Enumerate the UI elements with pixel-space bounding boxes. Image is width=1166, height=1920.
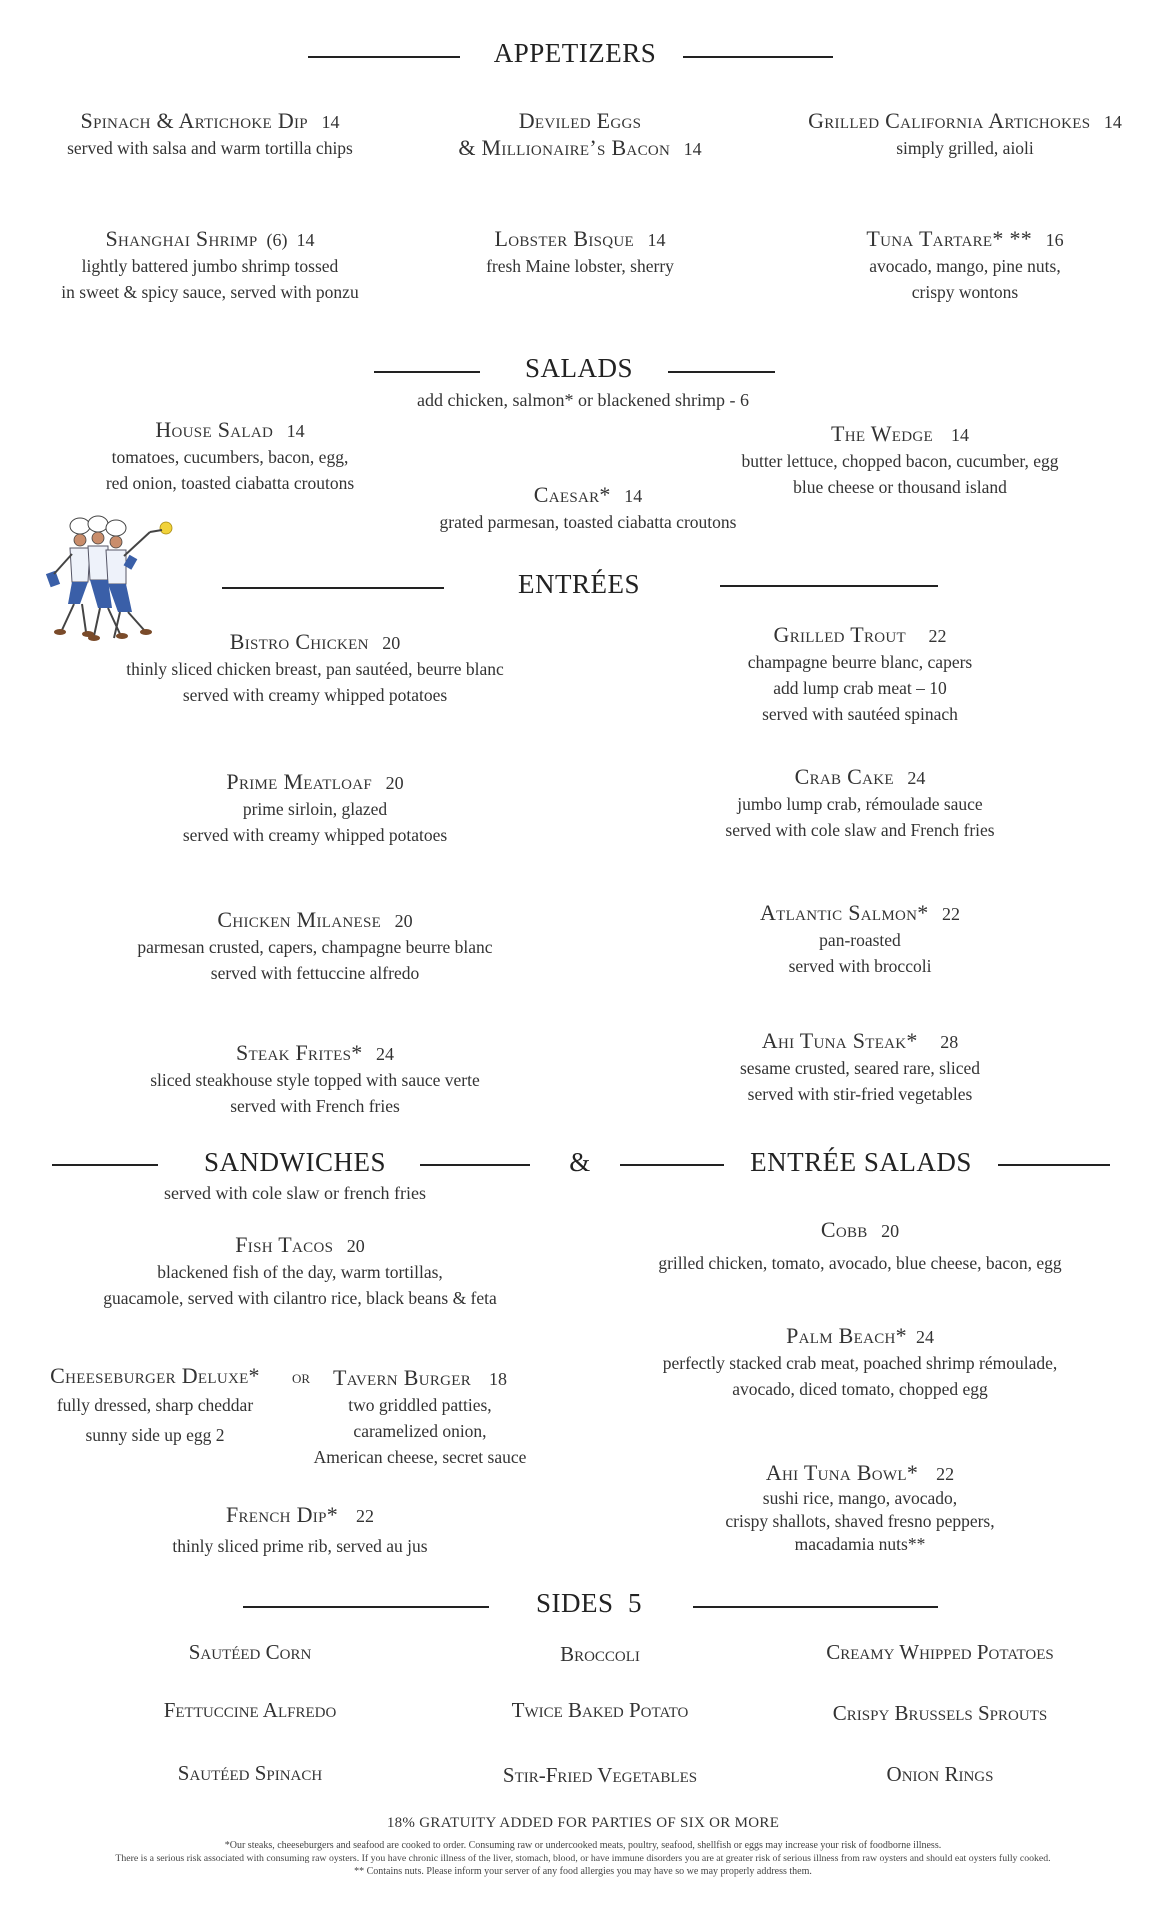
item-desc: crispy wontons [911, 282, 1019, 302]
appetizers-rule-right [683, 56, 833, 58]
item-desc: butter lettuce, chopped bacon, cucumber, egg [741, 451, 1059, 471]
side-item: Fettuccine Alfredo [163, 1698, 337, 1722]
item-name: Ahi Tuna Bowl* [765, 1460, 919, 1485]
item-price: 20 [346, 1236, 365, 1256]
item-price: 20 [881, 1221, 900, 1241]
item-price: 14 [286, 421, 305, 441]
item-desc: served with stir-fried vegetables [747, 1084, 973, 1104]
menu-item [25, 1363, 285, 1448]
item-desc: served with broccoli [788, 956, 932, 976]
menu-item [660, 900, 1060, 979]
side-item: Broccoli [560, 1642, 640, 1666]
item-desc: jumbo lump crab, rémoulade sauce [737, 794, 983, 814]
item-desc: prime sirloin, glazed [242, 799, 388, 819]
sandwiches-note: served with cole slaw or french fries [164, 1183, 426, 1203]
item-desc: fresh Maine lobster, sherry [486, 256, 674, 276]
item-name: Lobster Bisque [494, 226, 634, 251]
side-item: Stir-Fried Vegetables [502, 1763, 698, 1787]
item-price: 24 [907, 768, 926, 788]
menu-item [60, 629, 570, 708]
item-desc: thinly sliced chicken breast, pan sautéed, beurre blanc [126, 659, 504, 679]
item-name-line2: & Millionaire’s Bacon [458, 135, 671, 160]
menu-item [30, 226, 390, 305]
menu-item [660, 1028, 1060, 1107]
salads-note: add chicken, salmon* or blackened shrimp - 6 [417, 390, 749, 410]
item-name: French Dip* [225, 1502, 339, 1527]
item-price: 22 [942, 904, 961, 924]
menu-item [300, 1365, 540, 1470]
item-desc: red onion, toasted ciabatta croutons [105, 473, 355, 493]
item-desc: crispy shallots, shaved fresno peppers, [725, 1511, 995, 1531]
item-price: 22 [936, 1464, 955, 1484]
entree-salads-heading: ENTRÉE SALADS [750, 1147, 972, 1177]
item-desc: perfectly stacked crab meat, poached shrimp rémoulade, [662, 1353, 1058, 1373]
menu-item [620, 1323, 1100, 1402]
item-name: Chicken Milanese [217, 907, 382, 932]
salads-rule-right [668, 371, 775, 373]
item-price: 28 [940, 1032, 959, 1052]
item-name: Cobb [820, 1217, 868, 1242]
entrees-rule-left [222, 587, 444, 589]
item-name: The Wedge [831, 421, 933, 446]
ampersand: & [569, 1147, 591, 1177]
menu-item [40, 1232, 560, 1311]
side-item: Onion Rings [886, 1762, 994, 1786]
sandwiches-heading: SANDWICHES [203, 1147, 386, 1177]
salads-heading: SALADS [524, 353, 634, 383]
item-desc: served with creamy whipped potatoes [182, 825, 448, 845]
menu-item [620, 1217, 1100, 1276]
item-name: Grilled Trout [773, 622, 906, 647]
item-desc: in sweet & spicy sauce, served with ponzu [61, 282, 359, 302]
item-desc: American cheese, secret sauce [313, 1447, 527, 1467]
item-desc: grilled chicken, tomato, avocado, blue cheese, bacon, egg [658, 1253, 1062, 1273]
sides-heading [489, 1588, 689, 1619]
item-desc: guacamole, served with cilantro rice, black beans & feta [103, 1288, 497, 1308]
item-desc: parmesan crusted, capers, champagne beurre blanc [137, 937, 493, 957]
item-price: 14 [683, 139, 702, 159]
sides-rule-right [693, 1606, 938, 1608]
item-desc: grated parmesan, toasted ciabatta croutons [439, 512, 737, 532]
item-price: 14 [624, 486, 643, 506]
item-desc: blackened fish of the day, warm tortillas, [157, 1262, 443, 1282]
side-item: Creamy Whipped Potatoes [826, 1640, 1054, 1664]
item-desc: served with salsa and warm tortilla chips [67, 138, 353, 158]
item-price: 16 [1045, 230, 1064, 250]
item-desc: fully dressed, sharp cheddar [56, 1395, 254, 1415]
item-desc: avocado, diced tomato, chopped egg [732, 1379, 988, 1399]
item-desc: caramelized onion, [353, 1421, 487, 1441]
item-name: Cheeseburger Deluxe* [50, 1363, 260, 1388]
menu-item [100, 1502, 500, 1559]
item-name: Shanghai Shrimp [105, 226, 258, 251]
salads-rule-left [374, 371, 480, 373]
menu-item [50, 417, 410, 496]
item-desc: macadamia nuts** [794, 1534, 926, 1554]
item-name: Grilled California Artichokes [808, 108, 1091, 133]
item-desc: champagne beurre blanc, capers [747, 652, 973, 672]
item-name: Deviled Eggs [518, 108, 642, 133]
item-desc: simply grilled, aioli [896, 138, 1034, 158]
item-price: 18 [489, 1369, 508, 1389]
sandwiches-rule-right [420, 1164, 530, 1166]
item-desc: served with fettuccine alfredo [210, 963, 420, 983]
entrees-rule-right [720, 585, 938, 587]
item-price: 14 [647, 230, 666, 250]
item-name: Fish Tacos [235, 1232, 334, 1257]
footer-disclaimer-1: *Our steaks, cheeseburgers and seafood are cooked to order. Consuming raw or undercooked meats, poultry, seafood, shellfish or eggs may increase your risk of foodborne illness. [224, 1840, 942, 1851]
menu-item [660, 622, 1060, 727]
item-desc: tomatoes, cucumbers, bacon, egg, [111, 447, 349, 467]
item-price: 14 [951, 425, 969, 445]
item-desc: served with creamy whipped potatoes [182, 685, 448, 705]
footer-disclaimer-3: ** Contains nuts. Please inform your server of any food allergies you may have so we may properly address them. [354, 1866, 812, 1877]
side-item: Crispy Brussels Sprouts [832, 1701, 1048, 1725]
item-price: 14 [321, 112, 340, 132]
side-item: Twice Baked Potato [511, 1698, 689, 1722]
sandwiches-rule-left [52, 1164, 158, 1166]
side-item: Sautéed Corn [188, 1640, 312, 1664]
menu-item [60, 1040, 570, 1119]
sides-title: SIDES [535, 1588, 614, 1618]
menu-item [400, 108, 760, 162]
menu-item [400, 226, 760, 279]
item-price: 22 [356, 1506, 375, 1526]
entrees-heading: ENTRÉES [518, 569, 640, 599]
item-price: 20 [394, 911, 413, 931]
item-name: Prime Meatloaf [226, 769, 373, 794]
side-item: Sautéed Spinach [177, 1761, 323, 1785]
sides-price: 5 [628, 1588, 642, 1618]
item-name: Tuna Tartare* ** [866, 226, 1033, 251]
sides-rule-left [243, 1606, 489, 1608]
gratuity-notice: 18% GRATUITY ADDED FOR PARTIES OF SIX OR MORE [386, 1815, 780, 1831]
item-desc: two griddled patties, [348, 1395, 492, 1415]
menu-item [660, 764, 1060, 843]
item-price: 20 [382, 633, 401, 653]
or-label: or [291, 1367, 311, 1387]
menu-item [388, 482, 788, 535]
footer-disclaimer-2: There is a serious risk associated with consuming raw oysters. If you have chronic illness of the liver, stomach, blood, or have immune disorders you are at greater risk of serious illness from raw oysters and should eat oysters fully cooked. [115, 1853, 1051, 1864]
menu-item [60, 907, 570, 986]
item-price: 14 [1103, 112, 1122, 132]
item-price: 22 [928, 626, 947, 646]
item-desc: lightly battered jumbo shrimp tossed [81, 256, 339, 276]
item-desc: blue cheese or thousand island [793, 477, 1007, 497]
item-desc: served with sautéed spinach [762, 704, 958, 724]
entree-salads-rule-right [998, 1164, 1110, 1166]
item-name: Ahi Tuna Steak* [761, 1028, 918, 1053]
item-name: Atlantic Salmon* [759, 900, 929, 925]
item-name: Bistro Chicken [229, 629, 369, 654]
item-desc: sunny side up egg 2 [85, 1425, 225, 1445]
item-desc: sushi rice, mango, avocado, [762, 1488, 958, 1508]
menu-item [30, 108, 390, 161]
item-desc: thinly sliced prime rib, served au jus [172, 1536, 428, 1556]
menu-item [775, 108, 1155, 161]
item-name: Tavern Burger [332, 1365, 472, 1390]
appetizers-rule-left [308, 56, 460, 58]
item-price: 14 [296, 230, 315, 250]
item-desc: served with cole slaw and French fries [725, 820, 995, 840]
item-price: 24 [915, 1327, 934, 1347]
menu-item [60, 769, 570, 848]
item-desc: sliced steakhouse style topped with sauce verte [150, 1070, 480, 1090]
item-price: 20 [385, 773, 404, 793]
item-name: Steak Frites* [235, 1040, 363, 1065]
item-desc: avocado, mango, pine nuts, [869, 256, 1061, 276]
item-name: Palm Beach* [786, 1323, 907, 1348]
entree-salads-rule-left [620, 1164, 724, 1166]
appetizers-heading: APPETIZERS [493, 38, 657, 68]
item-name: Spinach & Artichoke Dip [80, 108, 308, 133]
menu-item [620, 1460, 1100, 1556]
item-price: 24 [376, 1044, 395, 1064]
item-name: Caesar* [533, 482, 611, 507]
menu-item [775, 226, 1155, 305]
item-name: Crab Cake [794, 764, 894, 789]
item-desc: add lump crab meat – 10 [773, 678, 947, 698]
item-desc: served with French fries [230, 1096, 400, 1116]
item-desc: sesame crusted, seared rare, sliced [739, 1058, 981, 1078]
item-name: House Salad [155, 417, 274, 442]
item-desc: pan-roasted [819, 930, 901, 950]
item-qty: (6) [266, 230, 288, 250]
